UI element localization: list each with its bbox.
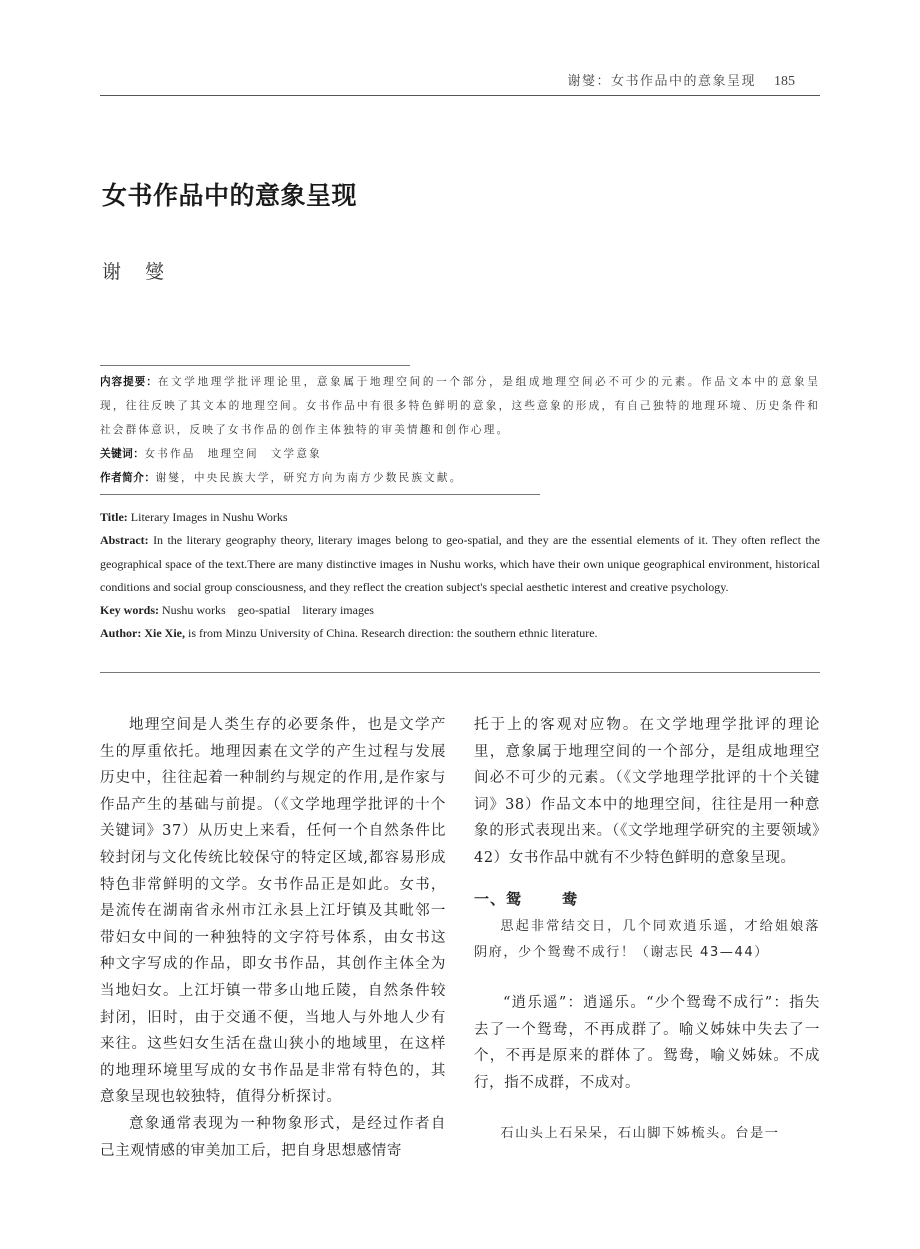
abstract-mid-rule — [100, 494, 540, 495]
cn-author-text: 谢燮，中央民族大学，研究方向为南方少数民族文献。 — [155, 472, 463, 484]
en-keyword: Nushu works — [162, 603, 226, 618]
en-keywords-label: Key words: — [100, 603, 159, 618]
en-title-text: Literary Images in Nushu Works — [130, 510, 288, 524]
header-rule — [100, 95, 820, 96]
en-author — [100, 622, 820, 645]
chinese-abstract — [100, 370, 820, 490]
cn-keyword: 女书作品 — [144, 448, 196, 460]
page-number: 185 — [774, 74, 795, 89]
cn-author-bio — [100, 466, 820, 490]
cn-author-label: 作者简介： — [100, 472, 156, 484]
en-abstract-text: In the literary geography theory, literary images belong to geo-spatial, and they are the essential elements of it. They often reflect the geographical space of the text.There are many distinctive images in Nushu works, which have their own unique geographical environment, historical conditions and social group consciousness, and they reflect the creation subject's special aesthetic interest and creative psychology. — [100, 533, 820, 594]
cn-keyword: 文学意象 — [270, 448, 322, 460]
running-head-title: 谢燮：女书作品中的意象呈现 — [567, 74, 756, 89]
cn-summary — [100, 370, 820, 442]
body-right-column — [474, 712, 820, 1147]
gloss-paragraph: “逍乐遥”：逍遥乐。“少个鸳鸯不成行”：指失去了一个鸳鸯，不再成群了。喻义姊妹中失去了一个，不再是原来的群体了。鸳鸯，喻义姊妹。不成行，指不成群，不成对。 — [474, 995, 820, 1091]
en-title-label: Title: — [100, 510, 128, 524]
en-author-text: is from Minzu University of China. Research direction: the southern ethnic literature. — [187, 626, 598, 641]
cn-summary-text: 在文学地理学批评理论里，意象属于地理空间的一个部分，是组成地理空间必不可少的元素。作品文本中的意象呈现，往往反映了其文本的地理空间。女书作品中有很多特色鲜明的意象，这些意象的形成，有自己独特的地理环境、历史条件和社会群体意识，反映了女书作品的创作主体独特的审美情趣和创作心理。 — [100, 376, 821, 436]
section-number: 一、 — [474, 889, 507, 908]
nushu-quote: 石山头上石呆呆，石山脚下姊梳头。台是一 — [500, 1125, 780, 1141]
article-author: 谢燮 — [102, 261, 189, 283]
cn-keywords — [100, 442, 820, 466]
cn-summary-label: 内容提要： — [100, 376, 158, 388]
abstract-top-rule — [100, 365, 410, 366]
en-author-label: Author: Xie Xie, — [100, 626, 185, 641]
body-paragraph: 托于上的客观对应物。在文学地理学批评的理论里，意象属于地理空间的一个部分，是组成地理空间必不可少的元素。（《文学地理学批评的十个关键词》38）作品文本中的地理空间，往往是用一种意象的形式表现出来。（《文学地理学研究的主要领域》42）女书作品中就有不少特色鲜明的意象呈现。 — [474, 717, 820, 866]
body-paragraph: 地理空间是人类生存的必要条件，也是文学产生的厚重依托。地理因素在文学的产生过程与发展历史中，往往起着一种制约与规定的作用,是作家与作品产生的基础与前提。（《文学地理学批评的十个关键词》37）从历史上来看，任何一个自然条件比较封闭与文化传统比较保守的特定区域,都容易形成特色非常鲜明的文学。女书作品正是如此。女书，是流传在湖南省永州市江永县上江圩镇及其毗邻一带妇女中间的一种独特的文字符号体系，由女书这种文字写成的作品，即女书作品，其创作主体全为当地妇女。上江圩镇一带多山地丘陵，自然条件较封闭，旧时，由于交通不便，当地人与外地人少有来往。这些妇女生活在盘山狭小的地域里，在这样的地理环境里写成的女书作品是非常有特色的，其意象呈现也较独特，值得分析探讨。 — [100, 717, 446, 1106]
cn-keyword: 地理空间 — [207, 448, 259, 460]
cn-keywords-label: 关键词： — [100, 448, 145, 460]
english-abstract — [100, 506, 820, 646]
en-abstract-label: Abstract: — [100, 533, 149, 548]
en-title — [100, 506, 820, 529]
en-keyword: literary images — [302, 603, 374, 618]
body-paragraph: 意象通常表现为一种物象形式，是经过作者自己主观情感的审美加工后，把自身思想感情寄 — [100, 1115, 446, 1159]
section-heading-char: 鸯 — [562, 889, 579, 908]
abstract-bottom-rule — [100, 672, 820, 673]
en-keywords — [100, 599, 820, 622]
en-keyword: geo-spatial — [237, 603, 291, 618]
body-left-column — [100, 712, 446, 1164]
en-abstract — [100, 529, 820, 599]
article-title: 女书作品中的意象呈现 — [102, 181, 358, 210]
running-head — [100, 70, 795, 90]
nushu-quote: 思起非常结交日，几个同欢逍乐遥，才给姐娘落阴府，少个鸳鸯不成行！（谢志民 43—44） — [474, 919, 820, 961]
section-heading-char: 鸳 — [506, 889, 523, 908]
section-heading — [474, 886, 820, 913]
